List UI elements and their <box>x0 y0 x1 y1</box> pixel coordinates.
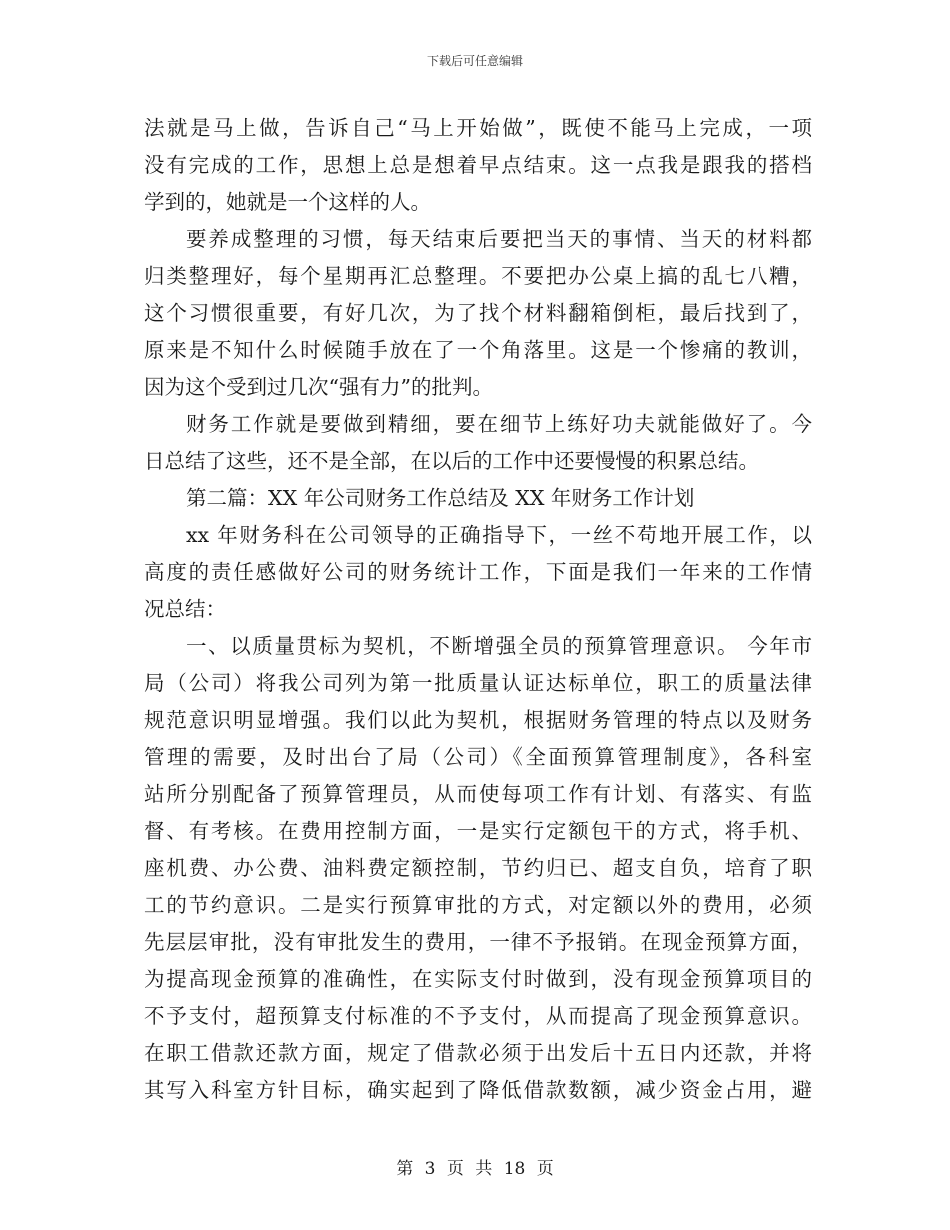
text-line: 第二篇：XX 年公司财务工作总结及 XX 年财务工作计划 <box>186 486 695 510</box>
text-line: 没有完成的工作，思想上总是想着早点结束。这一点我是跟我的搭档 <box>144 153 812 177</box>
text-line: 法就是马上做，告诉自己“马上开始做”，既使不能马上完成，一项 <box>144 116 812 140</box>
paragraph <box>144 221 812 406</box>
paragraph <box>144 406 812 480</box>
text-line: 在职工借款还款方面，规定了借款必须于出发后十五日内还款，并将 <box>144 1041 812 1065</box>
text-line: 督、有考核。在费用控制方面，一是实行定额包干的方式，将手机、 <box>144 819 812 843</box>
text-line: 站所分别配备了预算管理员，从而使每项工作有计划、有落实、有监 <box>144 782 812 806</box>
text-line: 日总结了这些，还不是全部，在以后的工作中还要慢慢的积累总结。 <box>144 449 759 473</box>
page-footer: 第 3 页 共 18 页 <box>396 1159 554 1179</box>
text-line: 工的节约意识。二是实行预算审批的方式，对定额以外的费用，必须 <box>144 893 812 917</box>
text-line: 因为这个受到过几次“强有力”的批判。 <box>144 375 493 399</box>
text-line: 况总结： <box>144 597 226 621</box>
text-line: 学到的，她就是一个这样的人。 <box>144 190 431 214</box>
paragraph <box>144 628 812 1109</box>
text-line: 其写入科室方针目标，确实起到了降低借款数额，减少资金占用，避 <box>144 1078 812 1102</box>
text-line: 高度的责任感做好公司的财务统计工作，下面是我们一年来的工作情 <box>144 560 812 584</box>
text-line: 归类整理好，每个星期再汇总整理。不要把办公桌上搞的乱七八糟， <box>144 264 812 288</box>
text-line: 财务工作就是要做到精细，要在细节上练好功夫就能做好了。今 <box>186 412 812 436</box>
text-line: 局（公司）将我公司列为第一批质量认证达标单位，职工的质量法律 <box>144 671 812 695</box>
text-line: 座机费、办公费、油料费定额控制，节约归已、超支自负，培育了职 <box>144 856 812 880</box>
text-line: 要养成整理的习惯，每天结束后要把当天的事情、当天的材料都 <box>186 227 812 251</box>
text-line: 管理的需要，及时出台了局（公司）《全面预算管理制度》，各科室 <box>144 745 812 769</box>
text-line: 不予支付，超预算支付标准的不予支付，从而提高了现金预算意识。 <box>144 1004 812 1028</box>
text-line: xx 年财务科在公司领导的正确指导下，一丝不苟地开展工作，以 <box>186 523 812 547</box>
text-line: 为提高现金预算的准确性，在实际支付时做到，没有现金预算项目的 <box>144 967 812 991</box>
text-line: 一、以质量贯标为契机，不断增强全员的预算管理意识。 今年市 <box>186 634 812 658</box>
text-line: 这个习惯很重要，有好几次，为了找个材料翻箱倒柜，最后找到了， <box>144 301 812 325</box>
text-line: 规范意识明显增强。我们以此为契机，根据财务管理的特点以及财务 <box>144 708 812 732</box>
paragraph <box>144 517 812 628</box>
paragraph <box>144 110 812 221</box>
paragraph <box>144 480 812 517</box>
text-line: 原来是不知什么时候随手放在了一个角落里。这是一个惨痛的教训， <box>144 338 812 362</box>
page-header: 下载后可任意编辑 <box>426 54 523 68</box>
document-body <box>144 110 812 1109</box>
text-line: 先层层审批，没有审批发生的费用，一律不予报销。在现金预算方面， <box>144 930 812 954</box>
